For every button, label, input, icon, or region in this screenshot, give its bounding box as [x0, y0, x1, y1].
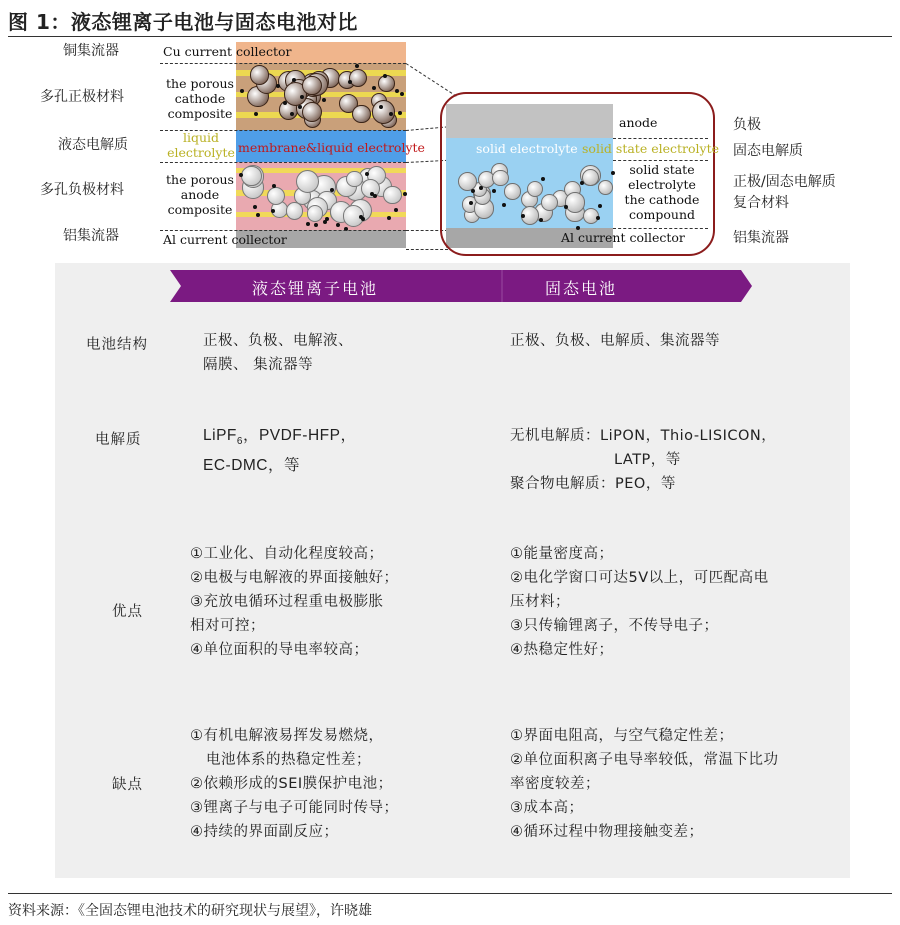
ion-dot [395, 89, 399, 93]
ion-dot [348, 80, 352, 84]
ion-dot [256, 213, 260, 217]
label-aluminium-collector: 铝集流器 [63, 228, 119, 244]
anode-composite-text: the porous anode composite [166, 172, 234, 217]
ion-dot [355, 64, 359, 68]
solid-state-electrolyte-text: solid state electrolyte [582, 141, 719, 156]
label-cathode-composite-cn: 正极/固态电解质 [733, 174, 836, 190]
particle [378, 75, 395, 92]
row-label-advantages: 优点 [112, 604, 143, 620]
label-composite-material-cn: 复合材料 [733, 195, 789, 211]
al-collector-text: Al current collector [163, 232, 287, 247]
ion-dot [323, 220, 327, 224]
membrane-text: membrane&liquid electrolyte [238, 140, 425, 155]
cathode-composite-text: the porous cathode composite [166, 76, 234, 121]
particle [346, 171, 362, 187]
disadvantages-liquid: ①有机电解液易挥发易燃烧， 电池体系的热稳定性差； ②依赖形成的SEI膜保护电池； ③锂离子与电子可能同时传导； ④持续的界面副反应； [190, 728, 399, 840]
row-label-electrolyte: 电解质 [95, 432, 142, 448]
ion-dot [389, 112, 393, 116]
ion-dot [361, 217, 365, 221]
footer-rule [8, 893, 892, 894]
particle [383, 186, 401, 204]
header-liquid-battery: 液态锂离子电池 [252, 279, 379, 298]
cu-collector-text: Cu current collector [163, 44, 292, 59]
ion-dot [330, 188, 334, 192]
ion-dot [240, 89, 244, 93]
row-label-structure: 电池结构 [86, 337, 148, 353]
label-liquid-electrolyte: 液态电解质 [58, 137, 128, 153]
solid-composite-text: solid state electrolyte the cathode compound [624, 162, 700, 222]
particle [352, 105, 370, 123]
ion-dot [254, 112, 258, 116]
label-solid-electrolyte-cn: 固态电解质 [733, 143, 803, 159]
structure-solid: 正极、负极、电解质、集流器等 [510, 333, 720, 349]
advantages-liquid: ①工业化、自动化程度较高； ②电极与电解液的界面接触好； ③充放电循环过程重电极膨胀 相对可控； ④单位面积的导电率较高； [190, 546, 399, 658]
solid-anode-text: anode [619, 115, 658, 130]
ion-dot [292, 78, 296, 82]
ion-dot [398, 111, 402, 115]
ion-dot [400, 92, 404, 96]
ion-dot [271, 209, 275, 213]
ion-dot [253, 205, 257, 209]
row-label-disadvantages: 缺点 [112, 777, 143, 793]
electrolyte-liquid: LiPF$_6$，PVDF-HFP， EC-DMC，等 [203, 427, 357, 475]
label-anode-cn: 负极 [733, 117, 761, 133]
ion-dot [290, 112, 294, 116]
label-porous-cathode: 多孔正极材料 [40, 89, 124, 105]
label-porous-anode: 多孔负极材料 [40, 182, 124, 198]
source-note: 资料来源：《全固态锂电池技术的研究现状与展望》，许晓雄 [8, 903, 372, 919]
ion-dot [383, 74, 387, 78]
ion-dot [373, 194, 377, 198]
particle [250, 65, 270, 85]
label-copper-collector: 铜集流器 [63, 43, 119, 59]
ion-dot [379, 105, 383, 109]
solid-electrolyte-text: solid electrolyte [476, 141, 578, 156]
ion-dot [403, 192, 407, 196]
disadvantages-solid: ①界面电阻高，与空气稳定性差； ②单位面积离子电导率较低，常温下比功 率密度较差； ③成本高； ④循环过程中物理接触变差； [510, 728, 779, 840]
electrolyte-solid: 无机电解质：LiPON，Thio-LISICON， LATP，等 聚合物电解质：PEO，等 [510, 428, 777, 492]
particle [241, 166, 262, 187]
header-solid-battery: 固态电池 [545, 279, 618, 298]
structure-liquid: 正极、负极、电解液、 隔膜、 集流器等 [203, 333, 353, 373]
particle [307, 205, 324, 222]
liquid-electrolyte-text: liquid electrolyte [167, 130, 235, 160]
title-rule [8, 36, 892, 37]
particle [302, 76, 322, 96]
solid-al-text: Al current collector [561, 230, 685, 245]
advantages-solid: ①能量密度高； ②电化学窗口可达5V以上，可匹配高电 压材料； ③只传输锂离子，不传导电子； ④热稳定性好； [510, 546, 769, 658]
figure-title: 图 1：液态锂离子电池与固态电池对比 [8, 10, 358, 34]
label-al-collector-cn: 铝集流器 [733, 230, 789, 246]
